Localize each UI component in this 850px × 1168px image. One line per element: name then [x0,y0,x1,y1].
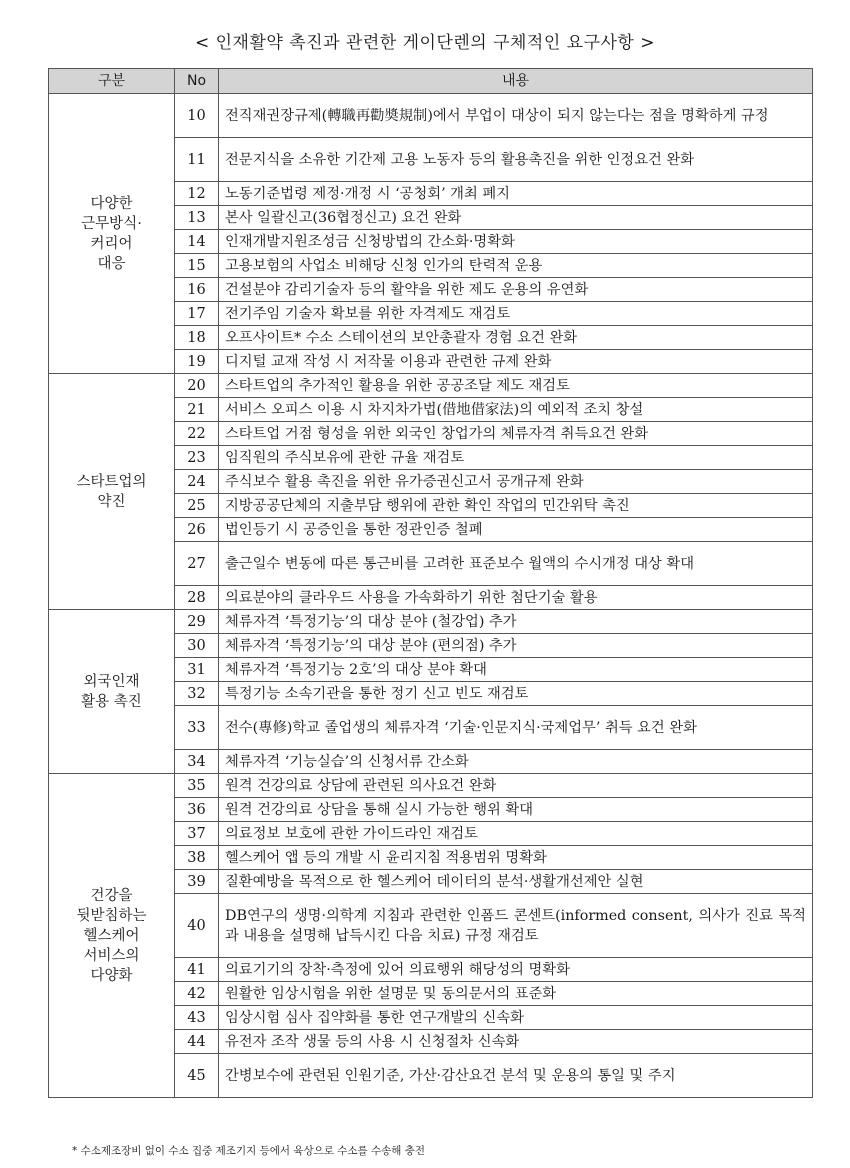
row-content: 전직재권장규제(轉職再勸奬規制)에서 부업이 대상이 되지 않는다는 점을 명확하게 규정 [219,94,813,138]
row-content: 간병보수에 관련된 인원기준, 가산·감산요건 분석 및 운용의 통일 및 주지 [219,1054,813,1098]
footnote: * 수소제조장비 없이 수소 집중 제조기지 등에서 육상으로 수소를 수송해 충전 [72,1145,426,1157]
table-header-row [49,69,813,94]
row-number: 12 [175,182,219,206]
row-content: 의료기기의 장착·측정에 있어 의료행위 해당성의 명확화 [219,958,813,982]
row-number: 38 [175,846,219,870]
row-content: 고용보험의 사업소 비해당 신청 인가의 탄력적 운용 [219,254,813,278]
requirements-table [48,68,813,1098]
row-number: 42 [175,982,219,1006]
row-number: 27 [175,542,219,586]
row-number: 24 [175,470,219,494]
row-content: 원활한 임상시험을 위한 설명문 및 동의문서의 표준화 [219,982,813,1006]
row-number: 39 [175,870,219,894]
row-number: 15 [175,254,219,278]
table-row [49,374,813,398]
row-number: 13 [175,206,219,230]
table-body [49,94,813,1098]
row-content: 출근일수 변동에 따른 통근비를 고려한 표준보수 월액의 수시개정 대상 확대 [219,542,813,586]
row-number: 26 [175,518,219,542]
table-row [49,610,813,634]
table-row [49,94,813,138]
row-content: 건설분야 감리기술자 등의 활약을 위한 제도 운용의 유연화 [219,278,813,302]
row-content: DB연구의 생명·의학계 지침과 관련한 인폼드 콘센트(informed consent, 의사가 진료 목적과 내용을 설명해 납득시킨 다음 치료) 규정 재검토 [219,894,813,958]
row-content: 원격 건강의료 상담에 관련된 의사요건 완화 [219,774,813,798]
row-content: 스타트업의 추가적인 활용을 위한 공공조달 제도 재검토 [219,374,813,398]
row-number: 33 [175,706,219,750]
row-content: 유전자 조작 생물 등의 사용 시 신청절차 신속화 [219,1030,813,1054]
row-number: 21 [175,398,219,422]
row-number: 34 [175,750,219,774]
row-number: 31 [175,658,219,682]
row-number: 43 [175,1006,219,1030]
row-number: 44 [175,1030,219,1054]
row-number: 10 [175,94,219,138]
row-content: 체류자격 ‘특정기능’의 대상 분야 (철강업) 추가 [219,610,813,634]
header-content: 내용 [219,69,813,94]
row-number: 23 [175,446,219,470]
row-content: 본사 일괄신고(36협정신고) 요건 완화 [219,206,813,230]
row-content: 지방공공단체의 지출부담 행위에 관한 확인 작업의 민간위탁 촉진 [219,494,813,518]
row-content: 전문지식을 소유한 기간제 고용 노동자 등의 활용촉진을 위한 인정요건 완화 [219,138,813,182]
row-content: 의료정보 보호에 관한 가이드라인 재검토 [219,822,813,846]
row-number: 17 [175,302,219,326]
row-number: 14 [175,230,219,254]
row-number: 19 [175,350,219,374]
row-number: 40 [175,894,219,958]
row-number: 16 [175,278,219,302]
row-content: 임상시험 심사 집약화를 통한 연구개발의 신속화 [219,1006,813,1030]
row-content: 체류자격 ‘특정기능 2호’의 대상 분야 확대 [219,658,813,682]
document-title: < 인재활약 촉진과 관련한 게이단렌의 구체적인 요구사항 > [194,33,656,53]
row-content: 임직원의 주식보유에 관한 규율 재검토 [219,446,813,470]
row-number: 22 [175,422,219,446]
row-content: 전기주임 기술자 확보를 위한 자격제도 재검토 [219,302,813,326]
row-content: 질환예방을 목적으로 한 헬스케어 데이터의 분석·생활개선제안 실현 [219,870,813,894]
row-content: 법인등기 시 공증인을 통한 정관인증 철폐 [219,518,813,542]
row-number: 20 [175,374,219,398]
row-number: 28 [175,586,219,610]
row-number: 37 [175,822,219,846]
row-content: 인재개발지원조성금 신청방법의 간소화·명확화 [219,230,813,254]
category-cell: 스타트업의 약진 [49,374,175,610]
row-number: 36 [175,798,219,822]
row-content: 체류자격 ‘기능실습’의 신청서류 간소화 [219,750,813,774]
row-content: 체류자격 ‘특정기능’의 대상 분야 (편의점) 추가 [219,634,813,658]
row-content: 원격 건강의료 상담을 통해 실시 가능한 행위 확대 [219,798,813,822]
category-cell: 건강을 뒷받침하는 헬스케어 서비스의 다양화 [49,774,175,1098]
row-content: 서비스 오피스 이용 시 차지차가법(借地借家法)의 예외적 조치 창설 [219,398,813,422]
row-number: 11 [175,138,219,182]
row-content: 디지털 교재 작성 시 저작물 이용과 관련한 규제 완화 [219,350,813,374]
row-number: 30 [175,634,219,658]
header-category: 구분 [49,69,175,94]
row-content: 헬스케어 앱 등의 개발 시 윤리지침 적용범위 명확화 [219,846,813,870]
row-number: 18 [175,326,219,350]
row-number: 29 [175,610,219,634]
row-content: 오프사이트* 수소 스테이션의 보안총괄자 경험 요건 완화 [219,326,813,350]
row-content: 주식보수 활용 촉진을 위한 유가증권신고서 공개규제 완화 [219,470,813,494]
row-content: 노동기준법령 제정·개정 시 ‘공청회’ 개최 폐지 [219,182,813,206]
category-cell: 외국인재 활용 촉진 [49,610,175,774]
row-content: 스타트업 거점 형성을 위한 외국인 창업가의 체류자격 취득요건 완화 [219,422,813,446]
row-number: 41 [175,958,219,982]
table-row [49,774,813,798]
row-number: 32 [175,682,219,706]
row-content: 특정기능 소속기관을 통한 정기 신고 빈도 재검토 [219,682,813,706]
row-content: 의료분야의 클라우드 사용을 가속화하기 위한 첨단기술 활용 [219,586,813,610]
category-cell: 다양한 근무방식· 커리어 대응 [49,94,175,374]
row-number: 45 [175,1054,219,1098]
row-number: 35 [175,774,219,798]
row-number: 25 [175,494,219,518]
row-content: 전수(專修)학교 졸업생의 체류자격 ‘기술·인문지식·국제업무’ 취득 요건 완화 [219,706,813,750]
header-no: No [175,69,219,94]
